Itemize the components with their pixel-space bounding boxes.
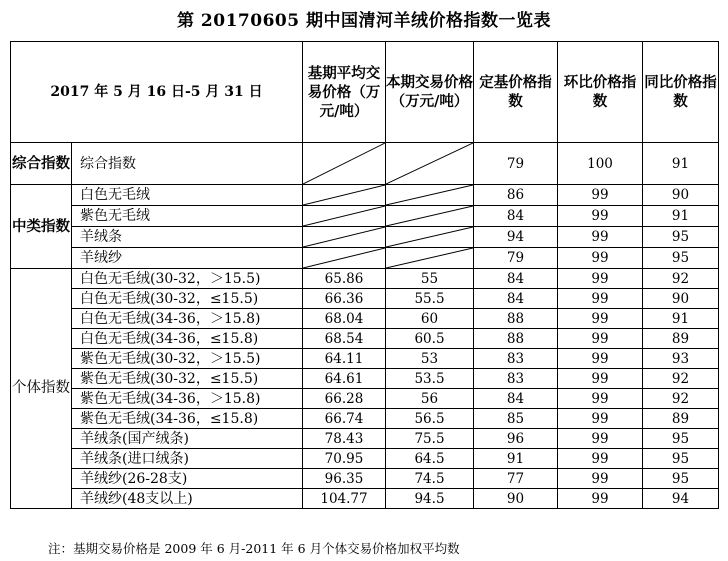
mom-index-value: 99 [558,248,643,269]
fixed-index-value: 90 [474,489,558,509]
item-name: 白色无毛绒 [72,185,303,206]
table-row [11,449,719,469]
table-row [11,469,719,489]
empty-diagonal-cell [303,143,386,185]
price-index-table [10,41,719,509]
table-row [11,206,719,227]
mom-index-value: 100 [558,143,643,185]
mom-index-value: 99 [558,206,643,227]
item-name: 白色无毛绒(30-32，≤15.5) [72,289,303,309]
yoy-index-value: 89 [643,409,719,429]
period-header: 2017 年 5 月 16 日-5 月 31 日 [11,42,303,143]
mom-index-header: 环比价格指数 [558,42,643,143]
mom-index-value: 99 [558,489,643,509]
table-row [11,269,719,289]
table-row [11,248,719,269]
item-name: 紫色无毛绒(30-32，＞15.5) [72,349,303,369]
base-price: 96.35 [303,469,386,489]
current-price: 60 [386,309,474,329]
yoy-index-value: 92 [643,269,719,289]
mom-index-value: 99 [558,449,643,469]
footnote: 注：基期交易价格是 2009 年 6 月-2011 年 6 月个体交易价格加权平均数 [48,541,460,556]
empty-diagonal-cell [386,185,474,206]
category-cell: 中类指数 [11,185,72,269]
yoy-index-value: 95 [643,248,719,269]
mom-index-value: 99 [558,269,643,289]
table-row [11,329,719,349]
item-name: 紫色无毛绒(34-36，≤15.8) [72,409,303,429]
empty-diagonal-cell [386,248,474,269]
yoy-index-value: 90 [643,185,719,206]
mom-index-value: 99 [558,409,643,429]
mom-index-value: 99 [558,185,643,206]
empty-diagonal-cell [386,206,474,227]
base-price: 65.86 [303,269,386,289]
table-row [11,349,719,369]
mom-index-value: 99 [558,429,643,449]
item-name: 羊绒纱 [72,248,303,269]
current-price: 94.5 [386,489,474,509]
table-row [11,143,719,185]
fixed-index-header: 定基价格指数 [474,42,558,143]
current-price: 64.5 [386,449,474,469]
mom-index-value: 99 [558,309,643,329]
mom-index-value: 99 [558,227,643,248]
yoy-index-value: 91 [643,206,719,227]
current-price: 55.5 [386,289,474,309]
fixed-index-value: 88 [474,329,558,349]
current-price: 56 [386,389,474,409]
table-row [11,489,719,509]
current-price: 60.5 [386,329,474,349]
yoy-index-value: 89 [643,329,719,349]
table-row [11,289,719,309]
base-price: 68.04 [303,309,386,329]
base-price: 66.74 [303,409,386,429]
yoy-index-value: 94 [643,489,719,509]
category-cell: 综合指数 [11,143,72,185]
mom-index-value: 99 [558,369,643,389]
page-title: 第 20170605 期中国清河羊绒价格指数一览表 [177,11,551,31]
item-name: 羊绒纱(26-28支) [72,469,303,489]
empty-diagonal-cell [303,185,386,206]
fixed-index-value: 79 [474,143,558,185]
mom-index-value: 99 [558,349,643,369]
base-price: 66.28 [303,389,386,409]
current-price: 75.5 [386,429,474,449]
item-name: 紫色无毛绒(30-32，≤15.5) [72,369,303,389]
mom-index-value: 99 [558,329,643,349]
current-price: 53.5 [386,369,474,389]
current-price: 55 [386,269,474,289]
yoy-index-value: 95 [643,469,719,489]
fixed-index-value: 83 [474,349,558,369]
current-price: 74.5 [386,469,474,489]
fixed-index-value: 83 [474,369,558,389]
yoy-index-value: 93 [643,349,719,369]
base-price: 66.36 [303,289,386,309]
table-row [11,389,719,409]
yoy-index-value: 92 [643,369,719,389]
empty-diagonal-cell [386,227,474,248]
table-row [11,227,719,248]
item-name: 羊绒条(国产绒条) [72,429,303,449]
base-price: 64.61 [303,369,386,389]
current-price-header: 本期交易价格（万元/吨） [386,42,474,143]
table-body [11,143,719,509]
item-name: 综合指数 [72,143,303,185]
mom-index-value: 99 [558,389,643,409]
table-row [11,185,719,206]
base-price: 78.43 [303,429,386,449]
current-price: 53 [386,349,474,369]
yoy-index-value: 95 [643,429,719,449]
yoy-index-value: 91 [643,309,719,329]
base-price: 64.11 [303,349,386,369]
base-price: 68.54 [303,329,386,349]
table-row [11,309,719,329]
header-row [11,42,719,143]
fixed-index-value: 96 [474,429,558,449]
fixed-index-value: 79 [474,248,558,269]
yoy-index-value: 95 [643,227,719,248]
category-cell: 个体指数 [11,269,72,509]
item-name: 白色无毛绒(34-36，＞15.8) [72,309,303,329]
yoy-index-value: 95 [643,449,719,469]
empty-diagonal-cell [386,143,474,185]
item-name: 白色无毛绒(30-32，＞15.5) [72,269,303,289]
yoy-index-header: 同比价格指数 [643,42,719,143]
fixed-index-value: 84 [474,269,558,289]
empty-diagonal-cell [303,248,386,269]
fixed-index-value: 94 [474,227,558,248]
item-name: 白色无毛绒(34-36，≤15.8) [72,329,303,349]
empty-diagonal-cell [303,227,386,248]
item-name: 紫色无毛绒 [72,206,303,227]
table-row [11,429,719,449]
base-price: 70.95 [303,449,386,469]
mom-index-value: 99 [558,289,643,309]
item-name: 紫色无毛绒(34-36，＞15.8) [72,389,303,409]
table-row [11,409,719,429]
fixed-index-value: 91 [474,449,558,469]
fixed-index-value: 88 [474,309,558,329]
fixed-index-value: 84 [474,289,558,309]
fixed-index-value: 86 [474,185,558,206]
fixed-index-value: 77 [474,469,558,489]
table-row [11,369,719,389]
base-price-header: 基期平均交易价格（万元/吨） [303,42,386,143]
base-price: 104.77 [303,489,386,509]
fixed-index-value: 84 [474,389,558,409]
yoy-index-value: 92 [643,389,719,409]
fixed-index-value: 84 [474,206,558,227]
fixed-index-value: 85 [474,409,558,429]
yoy-index-value: 91 [643,143,719,185]
item-name: 羊绒条(进口绒条) [72,449,303,469]
mom-index-value: 99 [558,469,643,489]
item-name: 羊绒纱(48支以上) [72,489,303,509]
empty-diagonal-cell [303,206,386,227]
item-name: 羊绒条 [72,227,303,248]
current-price: 56.5 [386,409,474,429]
yoy-index-value: 90 [643,289,719,309]
